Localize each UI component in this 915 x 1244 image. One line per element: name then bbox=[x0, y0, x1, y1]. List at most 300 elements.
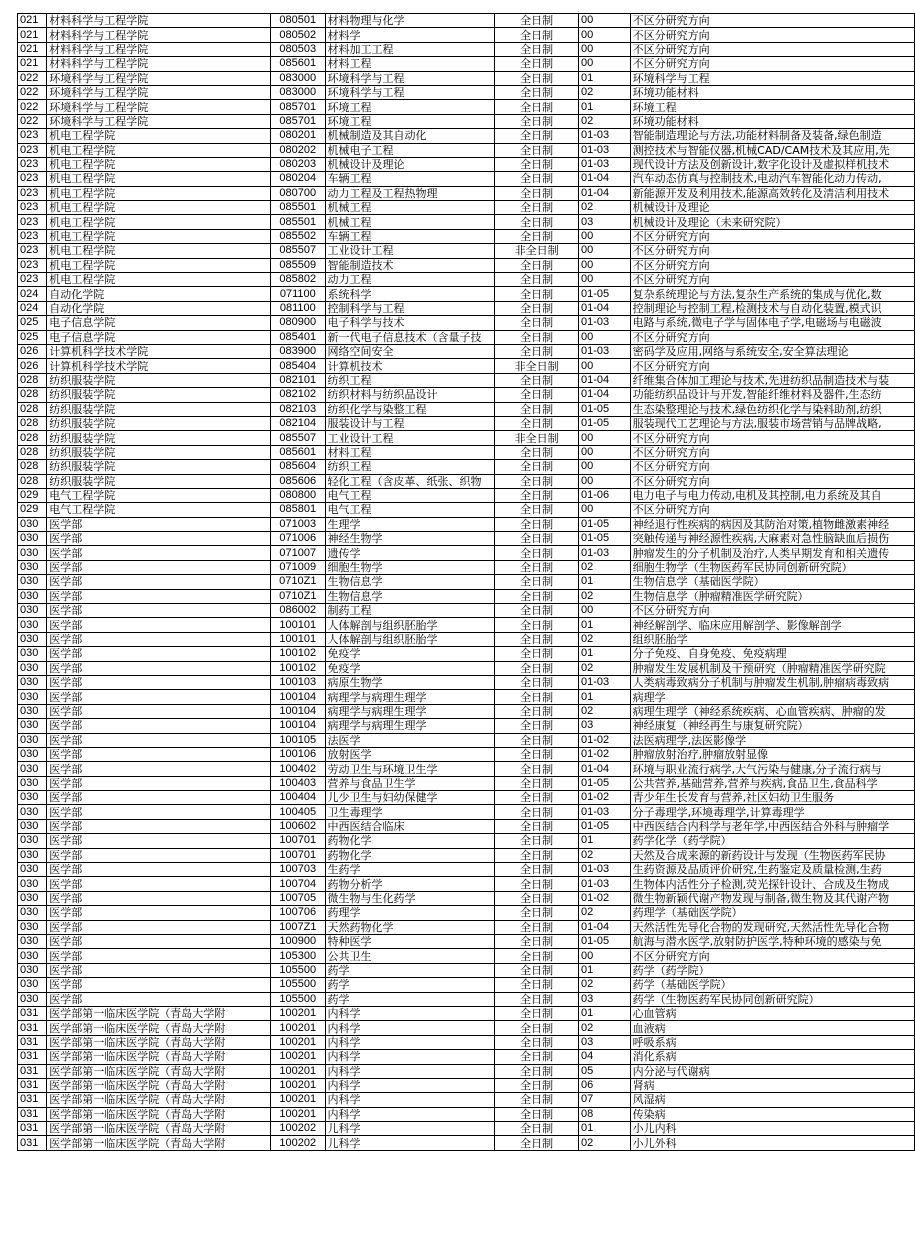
dept-code-cell: 030 bbox=[18, 834, 47, 848]
study-mode-cell: 全日制 bbox=[495, 186, 579, 200]
direction-code-cell: 01-03 bbox=[578, 129, 630, 143]
study-mode-cell: 全日制 bbox=[495, 632, 579, 646]
direction-code-cell: 02 bbox=[578, 1021, 630, 1035]
direction-cell: 电力电子与电力传动,电机及其控制,电力系统及其自 bbox=[630, 488, 914, 502]
dept-name-cell: 医学部 bbox=[47, 949, 271, 963]
dept-name-cell: 纺织服装学院 bbox=[47, 388, 271, 402]
table-row bbox=[18, 791, 915, 805]
dept-name-cell: 机电工程学院 bbox=[47, 143, 271, 157]
direction-cell: 不区分研究方向 bbox=[630, 359, 914, 373]
major-name-cell: 内科学 bbox=[325, 1064, 495, 1078]
table-row bbox=[18, 1107, 915, 1121]
direction-code-cell: 00 bbox=[578, 42, 630, 56]
major-name-cell: 生药学 bbox=[325, 863, 495, 877]
major-code-cell: 100201 bbox=[271, 1006, 326, 1020]
major-code-cell: 100201 bbox=[271, 1064, 326, 1078]
direction-cell: 中西医结合内科学与老年学,中西医结合外科与肿瘤学 bbox=[630, 819, 914, 833]
major-name-cell: 人体解剖与组织胚胎学 bbox=[325, 632, 495, 646]
direction-cell: 不区分研究方向 bbox=[630, 503, 914, 517]
study-mode-cell: 全日制 bbox=[495, 949, 579, 963]
study-mode-cell: 全日制 bbox=[495, 848, 579, 862]
study-mode-cell: 全日制 bbox=[495, 963, 579, 977]
major-name-cell: 机械电子工程 bbox=[325, 143, 495, 157]
direction-cell: 药学（基础医学院） bbox=[630, 978, 914, 992]
dept-name-cell: 自动化学院 bbox=[47, 287, 271, 301]
dept-name-cell: 医学部 bbox=[47, 517, 271, 531]
direction-code-cell: 02 bbox=[578, 1136, 630, 1150]
study-mode-cell: 全日制 bbox=[495, 517, 579, 531]
study-mode-cell: 全日制 bbox=[495, 532, 579, 546]
direction-cell: 突触传递与神经源性疾病,大麻素对急性脑缺血后损伤 bbox=[630, 532, 914, 546]
direction-code-cell: 00 bbox=[578, 431, 630, 445]
dept-code-cell: 022 bbox=[18, 100, 47, 114]
direction-code-cell: 00 bbox=[578, 258, 630, 272]
study-mode-cell: 全日制 bbox=[495, 85, 579, 99]
study-mode-cell: 全日制 bbox=[495, 344, 579, 358]
study-mode-cell: 全日制 bbox=[495, 460, 579, 474]
major-code-cell: 100103 bbox=[271, 675, 326, 689]
dept-code-cell: 023 bbox=[18, 143, 47, 157]
major-code-cell: 100705 bbox=[271, 891, 326, 905]
table-row bbox=[18, 129, 915, 143]
table-row bbox=[18, 589, 915, 603]
direction-code-cell: 08 bbox=[578, 1107, 630, 1121]
dept-name-cell: 医学部第一临床医学院（青岛大学附 bbox=[47, 1122, 271, 1136]
direction-cell: 不区分研究方向 bbox=[630, 258, 914, 272]
major-name-cell: 药物化学 bbox=[325, 848, 495, 862]
dept-code-cell: 031 bbox=[18, 1035, 47, 1049]
direction-code-cell: 01-05 bbox=[578, 935, 630, 949]
major-code-cell: 080204 bbox=[271, 172, 326, 186]
major-name-cell: 药物化学 bbox=[325, 834, 495, 848]
major-name-cell: 病原生物学 bbox=[325, 675, 495, 689]
major-code-cell: 085502 bbox=[271, 229, 326, 243]
major-name-cell: 机械工程 bbox=[325, 215, 495, 229]
direction-cell: 不区分研究方向 bbox=[630, 431, 914, 445]
dept-name-cell: 计算机科学技术学院 bbox=[47, 344, 271, 358]
dept-name-cell: 环境科学与工程学院 bbox=[47, 114, 271, 128]
study-mode-cell: 全日制 bbox=[495, 805, 579, 819]
table-row bbox=[18, 359, 915, 373]
study-mode-cell: 全日制 bbox=[495, 172, 579, 186]
table-row bbox=[18, 618, 915, 632]
direction-cell: 汽车动态仿真与控制技术,电动汽车智能化动力传动, bbox=[630, 172, 914, 186]
table-row bbox=[18, 1035, 915, 1049]
direction-cell: 航海与潜水医学,放射防护医学,特种环境的感染与免 bbox=[630, 935, 914, 949]
major-code-cell: 1007Z1 bbox=[271, 920, 326, 934]
table-row bbox=[18, 157, 915, 171]
direction-cell: 生态染整理论与技术,绿色纺织化学与染料助剂,纺织 bbox=[630, 402, 914, 416]
table-row bbox=[18, 330, 915, 344]
major-name-cell: 法医学 bbox=[325, 733, 495, 747]
dept-name-cell: 纺织服装学院 bbox=[47, 402, 271, 416]
dept-code-cell: 023 bbox=[18, 157, 47, 171]
direction-code-cell: 01-05 bbox=[578, 402, 630, 416]
major-code-cell: 083900 bbox=[271, 344, 326, 358]
major-name-cell: 系统科学 bbox=[325, 287, 495, 301]
study-mode-cell: 全日制 bbox=[495, 747, 579, 761]
direction-cell: 电路与系统,微电子学与固体电子学,电磁场与电磁波 bbox=[630, 316, 914, 330]
major-name-cell: 免疫学 bbox=[325, 647, 495, 661]
dept-name-cell: 医学部 bbox=[47, 834, 271, 848]
direction-code-cell: 01-05 bbox=[578, 532, 630, 546]
dept-name-cell: 医学部 bbox=[47, 618, 271, 632]
table-row bbox=[18, 100, 915, 114]
major-code-cell: 071009 bbox=[271, 560, 326, 574]
dept-code-cell: 030 bbox=[18, 618, 47, 632]
direction-code-cell: 01 bbox=[578, 647, 630, 661]
direction-cell: 现代设计方法及创新设计,数字化设计及虚拟样机技术 bbox=[630, 157, 914, 171]
dept-name-cell: 机电工程学院 bbox=[47, 129, 271, 143]
dept-code-cell: 030 bbox=[18, 733, 47, 747]
direction-code-cell: 02 bbox=[578, 632, 630, 646]
dept-code-cell: 023 bbox=[18, 273, 47, 287]
major-code-cell: 100704 bbox=[271, 877, 326, 891]
direction-cell: 不区分研究方向 bbox=[630, 604, 914, 618]
study-mode-cell: 全日制 bbox=[495, 488, 579, 502]
direction-code-cell: 01-03 bbox=[578, 344, 630, 358]
dept-name-cell: 医学部 bbox=[47, 877, 271, 891]
dept-name-cell: 机电工程学院 bbox=[47, 157, 271, 171]
major-name-cell: 内科学 bbox=[325, 1093, 495, 1107]
table-row bbox=[18, 935, 915, 949]
table-row bbox=[18, 877, 915, 891]
major-name-cell: 生物信息学 bbox=[325, 575, 495, 589]
dept-name-cell: 医学部 bbox=[47, 819, 271, 833]
dept-code-cell: 021 bbox=[18, 28, 47, 42]
major-name-cell: 环境科学与工程 bbox=[325, 85, 495, 99]
study-mode-cell: 全日制 bbox=[495, 877, 579, 891]
major-code-cell: 080501 bbox=[271, 14, 326, 28]
dept-name-cell: 医学部 bbox=[47, 776, 271, 790]
direction-code-cell: 00 bbox=[578, 57, 630, 71]
dept-code-cell: 031 bbox=[18, 1064, 47, 1078]
study-mode-cell: 全日制 bbox=[495, 719, 579, 733]
dept-code-cell: 030 bbox=[18, 791, 47, 805]
dept-code-cell: 030 bbox=[18, 647, 47, 661]
direction-cell: 测控技术与智能仪器,机械CAD/CAM技术及其应用,先 bbox=[630, 143, 914, 157]
dept-code-cell: 031 bbox=[18, 1006, 47, 1020]
major-name-cell: 营养与食品卫生学 bbox=[325, 776, 495, 790]
major-name-cell: 细胞生物学 bbox=[325, 560, 495, 574]
dept-name-cell: 医学部第一临床医学院（青岛大学附 bbox=[47, 1136, 271, 1150]
dept-name-cell: 电子信息学院 bbox=[47, 330, 271, 344]
direction-code-cell: 01 bbox=[578, 963, 630, 977]
direction-cell: 神经康复（神经再生与康复研究院） bbox=[630, 719, 914, 733]
dept-name-cell: 医学部第一临床医学院（青岛大学附 bbox=[47, 1021, 271, 1035]
dept-code-cell: 030 bbox=[18, 762, 47, 776]
table-row bbox=[18, 776, 915, 790]
study-mode-cell: 全日制 bbox=[495, 1064, 579, 1078]
major-code-cell: 100104 bbox=[271, 690, 326, 704]
table-row bbox=[18, 834, 915, 848]
dept-code-cell: 026 bbox=[18, 359, 47, 373]
dept-code-cell: 030 bbox=[18, 863, 47, 877]
dept-code-cell: 030 bbox=[18, 546, 47, 560]
dept-code-cell: 031 bbox=[18, 1107, 47, 1121]
direction-cell: 生物信息学（肿瘤精准医学研究院） bbox=[630, 589, 914, 603]
direction-code-cell: 05 bbox=[578, 1064, 630, 1078]
major-name-cell: 劳动卫生与环境卫生学 bbox=[325, 762, 495, 776]
major-code-cell: 100201 bbox=[271, 1078, 326, 1092]
dept-name-cell: 医学部 bbox=[47, 661, 271, 675]
dept-name-cell: 医学部 bbox=[47, 963, 271, 977]
dept-name-cell: 医学部 bbox=[47, 675, 271, 689]
direction-code-cell: 02 bbox=[578, 114, 630, 128]
study-mode-cell: 全日制 bbox=[495, 546, 579, 560]
study-mode-cell: 非全日制 bbox=[495, 431, 579, 445]
direction-cell: 天然活性先导化合物的发现研究,天然活性先导化合物 bbox=[630, 920, 914, 934]
dept-name-cell: 医学部 bbox=[47, 992, 271, 1006]
dept-name-cell: 医学部第一临床医学院（青岛大学附 bbox=[47, 1050, 271, 1064]
dept-code-cell: 024 bbox=[18, 301, 47, 315]
study-mode-cell: 全日制 bbox=[495, 1136, 579, 1150]
dept-code-cell: 028 bbox=[18, 373, 47, 387]
direction-code-cell: 00 bbox=[578, 330, 630, 344]
direction-cell: 不区分研究方向 bbox=[630, 445, 914, 459]
dept-name-cell: 医学部 bbox=[47, 791, 271, 805]
study-mode-cell: 全日制 bbox=[495, 920, 579, 934]
direction-cell: 传染病 bbox=[630, 1107, 914, 1121]
dept-name-cell: 纺织服装学院 bbox=[47, 460, 271, 474]
dept-name-cell: 电子信息学院 bbox=[47, 316, 271, 330]
dept-name-cell: 医学部 bbox=[47, 891, 271, 905]
dept-name-cell: 电气工程学院 bbox=[47, 503, 271, 517]
dept-code-cell: 028 bbox=[18, 388, 47, 402]
dept-code-cell: 028 bbox=[18, 445, 47, 459]
direction-cell: 肾病 bbox=[630, 1078, 914, 1092]
direction-code-cell: 04 bbox=[578, 1050, 630, 1064]
dept-code-cell: 023 bbox=[18, 215, 47, 229]
major-name-cell: 车辆工程 bbox=[325, 229, 495, 243]
major-code-cell: 100102 bbox=[271, 661, 326, 675]
table-row bbox=[18, 949, 915, 963]
major-code-cell: 105500 bbox=[271, 963, 326, 977]
dept-name-cell: 医学部 bbox=[47, 920, 271, 934]
table-row bbox=[18, 344, 915, 358]
direction-code-cell: 01-03 bbox=[578, 675, 630, 689]
direction-cell: 肿瘤发生的分子机制及治疗,人类早期发育和相关遗传 bbox=[630, 546, 914, 560]
direction-code-cell: 01-05 bbox=[578, 776, 630, 790]
direction-code-cell: 01-02 bbox=[578, 791, 630, 805]
direction-code-cell: 00 bbox=[578, 14, 630, 28]
dept-code-cell: 025 bbox=[18, 330, 47, 344]
dept-name-cell: 计算机科学技术学院 bbox=[47, 359, 271, 373]
major-name-cell: 车辆工程 bbox=[325, 172, 495, 186]
direction-code-cell: 01 bbox=[578, 690, 630, 704]
dept-code-cell: 030 bbox=[18, 604, 47, 618]
direction-cell: 血液病 bbox=[630, 1021, 914, 1035]
direction-cell: 密码学及应用,网络与系统安全,安全算法理论 bbox=[630, 344, 914, 358]
major-code-cell: 085601 bbox=[271, 445, 326, 459]
study-mode-cell: 全日制 bbox=[495, 863, 579, 877]
dept-name-cell: 医学部 bbox=[47, 532, 271, 546]
dept-name-cell: 纺织服装学院 bbox=[47, 373, 271, 387]
direction-cell: 分子免疫、自身免疫、免疫病理 bbox=[630, 647, 914, 661]
major-name-cell: 电子科学与技术 bbox=[325, 316, 495, 330]
study-mode-cell: 全日制 bbox=[495, 258, 579, 272]
study-mode-cell: 全日制 bbox=[495, 14, 579, 28]
study-mode-cell: 全日制 bbox=[495, 992, 579, 1006]
table-row bbox=[18, 201, 915, 215]
major-name-cell: 机械设计及理论 bbox=[325, 157, 495, 171]
major-name-cell: 计算机技术 bbox=[325, 359, 495, 373]
major-code-cell: 100402 bbox=[271, 762, 326, 776]
study-mode-cell: 全日制 bbox=[495, 935, 579, 949]
direction-code-cell: 01-04 bbox=[578, 762, 630, 776]
direction-code-cell: 03 bbox=[578, 719, 630, 733]
dept-name-cell: 纺织服装学院 bbox=[47, 445, 271, 459]
direction-code-cell: 01-05 bbox=[578, 287, 630, 301]
major-code-cell: 100202 bbox=[271, 1122, 326, 1136]
dept-name-cell: 医学部 bbox=[47, 762, 271, 776]
study-mode-cell: 全日制 bbox=[495, 791, 579, 805]
major-code-cell: 080503 bbox=[271, 42, 326, 56]
table-row bbox=[18, 762, 915, 776]
major-code-cell: 085801 bbox=[271, 503, 326, 517]
direction-code-cell: 00 bbox=[578, 460, 630, 474]
table-row bbox=[18, 1050, 915, 1064]
dept-code-cell: 030 bbox=[18, 632, 47, 646]
direction-code-cell: 00 bbox=[578, 229, 630, 243]
major-code-cell: 082102 bbox=[271, 388, 326, 402]
dept-code-cell: 031 bbox=[18, 1122, 47, 1136]
study-mode-cell: 全日制 bbox=[495, 129, 579, 143]
major-code-cell: 100703 bbox=[271, 863, 326, 877]
direction-cell: 不区分研究方向 bbox=[630, 57, 914, 71]
dept-code-cell: 031 bbox=[18, 1093, 47, 1107]
dept-code-cell: 023 bbox=[18, 229, 47, 243]
major-name-cell: 环境工程 bbox=[325, 114, 495, 128]
table-row bbox=[18, 1093, 915, 1107]
dept-name-cell: 医学部第一临床医学院（青岛大学附 bbox=[47, 1093, 271, 1107]
direction-code-cell: 02 bbox=[578, 704, 630, 718]
direction-cell: 环境工程 bbox=[630, 100, 914, 114]
direction-code-cell: 02 bbox=[578, 978, 630, 992]
direction-code-cell: 01-03 bbox=[578, 316, 630, 330]
study-mode-cell: 全日制 bbox=[495, 143, 579, 157]
major-code-cell: 100201 bbox=[271, 1035, 326, 1049]
table-row bbox=[18, 517, 915, 531]
major-name-cell: 生物信息学 bbox=[325, 589, 495, 603]
dept-name-cell: 机电工程学院 bbox=[47, 186, 271, 200]
major-code-cell: 080800 bbox=[271, 488, 326, 502]
direction-cell: 不区分研究方向 bbox=[630, 949, 914, 963]
study-mode-cell: 全日制 bbox=[495, 978, 579, 992]
study-mode-cell: 全日制 bbox=[495, 157, 579, 171]
major-code-cell: 105500 bbox=[271, 978, 326, 992]
dept-code-cell: 028 bbox=[18, 460, 47, 474]
dept-code-cell: 030 bbox=[18, 704, 47, 718]
direction-cell: 控制理论与控制工程,检测技术与自动化装置,模式识 bbox=[630, 301, 914, 315]
major-name-cell: 材料物理与化学 bbox=[325, 14, 495, 28]
direction-cell: 纤维集合体加工理论与技术,先进纺织品制造技术与装 bbox=[630, 373, 914, 387]
study-mode-cell: 非全日制 bbox=[495, 244, 579, 258]
dept-code-cell: 022 bbox=[18, 85, 47, 99]
dept-code-cell: 030 bbox=[18, 877, 47, 891]
table-row bbox=[18, 747, 915, 761]
major-name-cell: 纺织工程 bbox=[325, 460, 495, 474]
study-mode-cell: 全日制 bbox=[495, 402, 579, 416]
dept-code-cell: 030 bbox=[18, 675, 47, 689]
major-code-cell: 0710Z1 bbox=[271, 575, 326, 589]
study-mode-cell: 全日制 bbox=[495, 906, 579, 920]
major-code-cell: 085501 bbox=[271, 201, 326, 215]
major-name-cell: 天然药物化学 bbox=[325, 920, 495, 934]
direction-cell: 智能制造理论与方法,功能材料制备及装备,绿色制造 bbox=[630, 129, 914, 143]
direction-cell: 环境与职业流行病学,大气污染与健康,分子流行病与 bbox=[630, 762, 914, 776]
dept-name-cell: 医学部 bbox=[47, 805, 271, 819]
study-mode-cell: 全日制 bbox=[495, 834, 579, 848]
direction-code-cell: 01 bbox=[578, 618, 630, 632]
direction-code-cell: 01 bbox=[578, 100, 630, 114]
major-name-cell: 药物分析学 bbox=[325, 877, 495, 891]
table-row bbox=[18, 992, 915, 1006]
direction-code-cell: 03 bbox=[578, 215, 630, 229]
major-code-cell: 100201 bbox=[271, 1107, 326, 1121]
major-code-cell: 085401 bbox=[271, 330, 326, 344]
major-name-cell: 免疫学 bbox=[325, 661, 495, 675]
table-row bbox=[18, 273, 915, 287]
table-row bbox=[18, 906, 915, 920]
table-row bbox=[18, 546, 915, 560]
table-row bbox=[18, 301, 915, 315]
dept-code-cell: 030 bbox=[18, 949, 47, 963]
major-code-cell: 082101 bbox=[271, 373, 326, 387]
major-name-cell: 动力工程 bbox=[325, 273, 495, 287]
study-mode-cell: 全日制 bbox=[495, 287, 579, 301]
study-mode-cell: 全日制 bbox=[495, 215, 579, 229]
dept-name-cell: 纺织服装学院 bbox=[47, 416, 271, 430]
table-row bbox=[18, 675, 915, 689]
direction-cell: 生药资源及品质评价研究,生药鉴定及质量检测,生药 bbox=[630, 863, 914, 877]
direction-cell: 人类病毒致病分子机制与肿瘤发生机制,肿瘤病毒致病 bbox=[630, 675, 914, 689]
major-code-cell: 100706 bbox=[271, 906, 326, 920]
study-mode-cell: 全日制 bbox=[495, 1107, 579, 1121]
table-row bbox=[18, 488, 915, 502]
direction-code-cell: 00 bbox=[578, 359, 630, 373]
table-row bbox=[18, 1136, 915, 1150]
direction-code-cell: 00 bbox=[578, 503, 630, 517]
direction-cell: 机械设计及理论（未来研究院） bbox=[630, 215, 914, 229]
dept-code-cell: 029 bbox=[18, 488, 47, 502]
major-code-cell: 085606 bbox=[271, 474, 326, 488]
table-row bbox=[18, 57, 915, 71]
direction-code-cell: 01 bbox=[578, 1122, 630, 1136]
major-code-cell: 100701 bbox=[271, 848, 326, 862]
direction-code-cell: 01-03 bbox=[578, 157, 630, 171]
direction-code-cell: 02 bbox=[578, 589, 630, 603]
major-code-cell: 100201 bbox=[271, 1050, 326, 1064]
table-row bbox=[18, 287, 915, 301]
study-mode-cell: 全日制 bbox=[495, 647, 579, 661]
table-row bbox=[18, 445, 915, 459]
study-mode-cell: 全日制 bbox=[495, 891, 579, 905]
table-row bbox=[18, 71, 915, 85]
major-code-cell: 081100 bbox=[271, 301, 326, 315]
study-mode-cell: 全日制 bbox=[495, 762, 579, 776]
dept-name-cell: 医学部 bbox=[47, 863, 271, 877]
study-mode-cell: 全日制 bbox=[495, 589, 579, 603]
direction-code-cell: 01-02 bbox=[578, 733, 630, 747]
direction-cell: 不区分研究方向 bbox=[630, 14, 914, 28]
study-mode-cell: 全日制 bbox=[495, 416, 579, 430]
major-code-cell: 085701 bbox=[271, 114, 326, 128]
major-name-cell: 工业设计工程 bbox=[325, 244, 495, 258]
major-name-cell: 纺织化学与染整工程 bbox=[325, 402, 495, 416]
major-name-cell: 内科学 bbox=[325, 1006, 495, 1020]
major-name-cell: 纺织材料与纺织品设计 bbox=[325, 388, 495, 402]
